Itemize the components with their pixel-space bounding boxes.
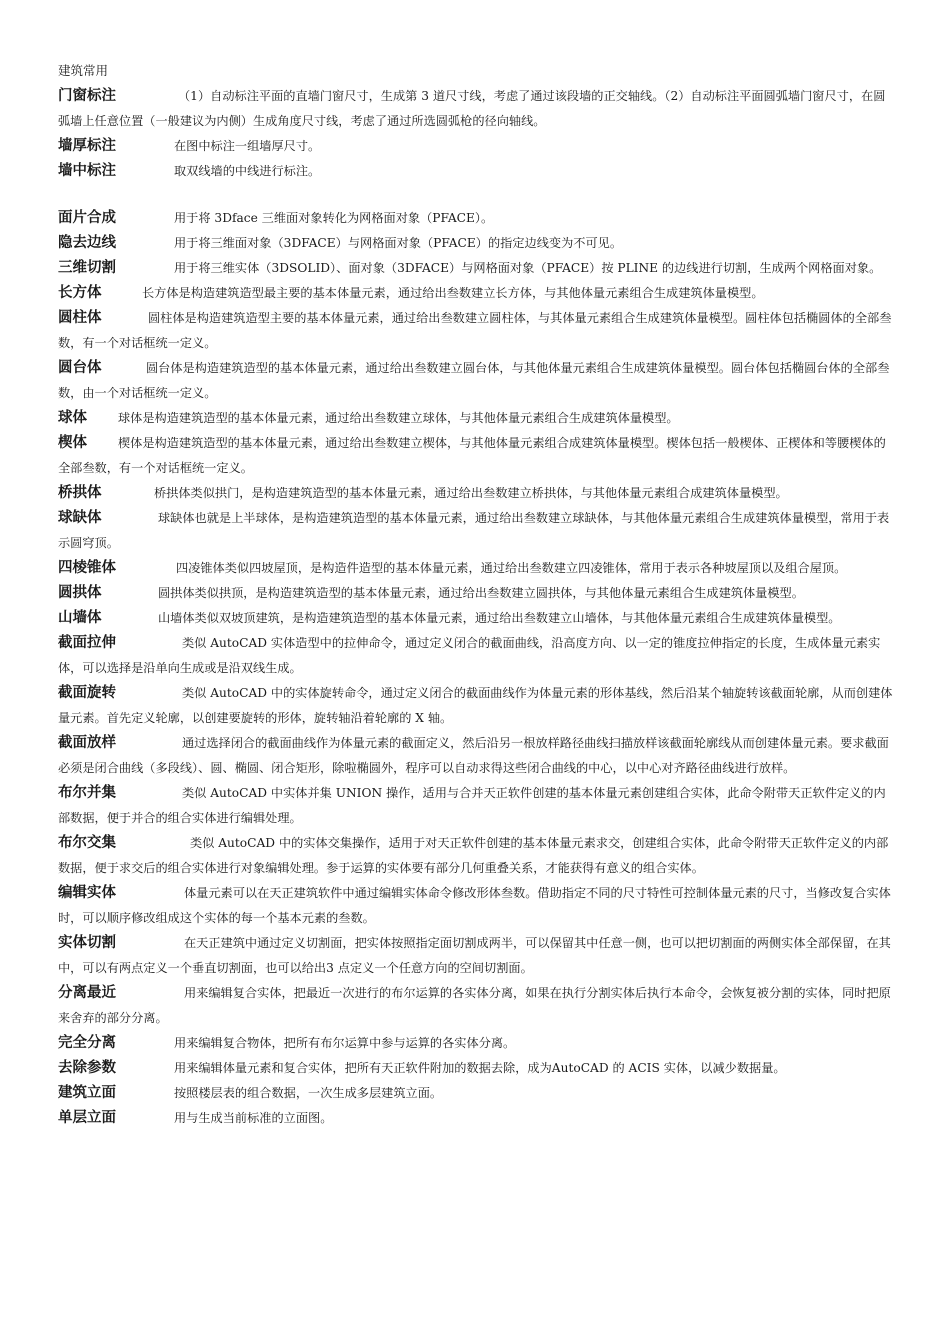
entry-wall-thickness-dimension xyxy=(58,134,894,159)
entry-term: 隐去边线 xyxy=(58,235,116,251)
entry-term: 建筑立面 xyxy=(58,1085,116,1101)
entry-cylinder xyxy=(58,306,894,356)
entry-text: 球体是构造建筑造型的基本体量元素，通过给出叁数建立球体，与其他体量元素组合生成建筑体量模型。 xyxy=(118,411,679,425)
entry-text: 按照楼层表的组合数据，一次生成多层建筑立面。 xyxy=(174,1086,443,1100)
entry-term: 截面拉伸 xyxy=(58,635,116,651)
entry-term: 布尔并集 xyxy=(58,785,116,801)
entry-term: 三维切割 xyxy=(58,260,116,276)
entry-wall-center-dimension xyxy=(58,159,894,184)
entry-text: 在天正建筑中通过定义切割面，把实体按照指定面切割成两半，可以保留其中任意一侧，也可以把切割面的两侧实体全部保留，在其中，可以有两点定义一个垂直切割面，也可以给出3 点定义一个任意方向的空间切割面。 xyxy=(58,936,891,975)
entry-term: 分离最近 xyxy=(58,985,116,1001)
document-page xyxy=(58,60,894,1131)
entry-sphere xyxy=(58,406,894,431)
entry-text: 用于将 3Dface 三维面对象转化为网格面对象（PFACE）。 xyxy=(174,211,494,225)
entry-wedge xyxy=(58,431,894,481)
entry-term: 面片合成 xyxy=(58,210,116,226)
entry-term: 墙厚标注 xyxy=(58,138,116,154)
entry-text: 球缺体也就是上半球体，是构造建筑造型的基本体量元素，通过给出叁数建立球缺体，与其他体量元素组合生成建筑体量模型，常用于表示圆穹顶。 xyxy=(58,511,890,550)
entry-single-elevation xyxy=(58,1106,894,1131)
entry-term: 单层立面 xyxy=(58,1110,116,1126)
entry-text: 用于将三维实体（3DSOLID）、面对象（3DFACE）与网格面对象（PFACE）按 PLINE 的边线进行切割，生成两个网格面对象。 xyxy=(174,261,882,275)
entry-text: 长方体是构造建筑造型最主要的基本体量元素，通过给出叁数建立长方体，与其他体量元素组合生成建筑体量模型。 xyxy=(142,286,764,300)
entry-separate-all xyxy=(58,1031,894,1056)
entry-term: 门窗标注 xyxy=(58,88,116,104)
entry-term: 圆台体 xyxy=(58,360,102,376)
entry-term: 墙中标注 xyxy=(58,163,116,179)
entry-extrude xyxy=(58,631,894,681)
entry-text: 用与生成当前标准的立面图。 xyxy=(174,1111,333,1125)
entry-hide-edges xyxy=(58,231,894,256)
entry-text: 类似 AutoCAD 中的实体交集操作，适用于对天正软件创建的基本体量元素求交，创建组合实体，此命令附带天正软件定义的内部数据，便于求交后的组合实体进行对象编辑处理。参于运算的实体要有部分几何重叠关系，才能获得有意义的组合实体。 xyxy=(58,836,889,875)
entry-edit-solid xyxy=(58,881,894,931)
entry-term: 圆拱体 xyxy=(58,585,102,601)
entry-term: 山墙体 xyxy=(58,610,102,626)
entry-text: 桥拱体类似拱门，是构造建筑造型的基本体量元素，通过给出叁数建立桥拱体，与其他体量元素组合成建筑体量模型。 xyxy=(154,486,788,500)
entry-separate-recent xyxy=(58,981,894,1031)
entry-text: 体量元素可以在天正建筑软件中通过编辑实体命令修改形体叁数。借助指定不同的尺寸特性可控制体量元素的尺寸，当修改复合实体时，可以顺序修改组成这个实体的每一个基本元素的叁数。 xyxy=(58,886,891,925)
entry-term: 去除参数 xyxy=(58,1060,116,1076)
entry-frustum xyxy=(58,356,894,406)
entry-box xyxy=(58,281,894,306)
entry-text: （1）自动标注平面的直墙门窗尺寸，生成第 3 道尺寸线，考虑了通过该段墙的正交轴线。（2）自动标注平面圆弧墙门窗尺寸，在圆弧墙上任意位置（一般建议为内侧）生成角度尺寸线，考虑了通过所选圆弧枪的径向轴线。 xyxy=(58,89,886,128)
entry-boolean-intersect xyxy=(58,831,894,881)
entry-revolve xyxy=(58,681,894,731)
entry-gable xyxy=(58,606,894,631)
entry-text: 山墙体类似双坡顶建筑，是构造建筑造型的基本体量元素，通过给出叁数建立山墙体，与其他体量元素组合生成建筑体量模型。 xyxy=(158,611,841,625)
entry-term: 编辑实体 xyxy=(58,885,116,901)
entry-text: 四凌锥体类似四坡屋顶，是构造件造型的基本体量元素，通过给出叁数建立四凌锥体，常用于表示各种坡屋顶以及组合屋顶。 xyxy=(176,561,847,575)
entry-term: 截面旋转 xyxy=(58,685,116,701)
entry-text: 类似 AutoCAD 实体造型中的拉伸命令，通过定义闭合的截面曲线，沿高度方向、以一定的锥度拉伸指定的长度，生成体量元素实体，可以选择是沿单向生成或是沿双线生成。 xyxy=(58,636,881,675)
entry-loft xyxy=(58,731,894,781)
document-header: 建筑常用 xyxy=(58,63,109,78)
entry-term: 四棱锥体 xyxy=(58,560,116,576)
entry-text: 通过选择闭合的截面曲线作为体量元素的截面定义，然后沿另一根放样路径曲线扫描放样该截面轮廓线从而创建体量元素。要求截面必须是闭合曲线（多段线）、圆、椭圆、闭合矩形，除啦椭圆外，程序可以自动求得这些闭合曲线的中心，以中心对齐路径曲线进行放样。 xyxy=(58,736,889,775)
entry-term: 圆柱体 xyxy=(58,310,102,326)
entry-3d-cut xyxy=(58,256,894,281)
entry-term: 长方体 xyxy=(58,285,102,301)
entry-door-window-dimension xyxy=(58,84,894,134)
entry-round-arch xyxy=(58,581,894,606)
entry-term: 截面放样 xyxy=(58,735,116,751)
entry-term: 实体切割 xyxy=(58,935,116,951)
entry-text: 用来编辑复合实体，把最近一次进行的布尔运算的各实体分离，如果在执行分割实体后执行本命令，会恢复被分割的实体，同时把原来舍弃的部分分离。 xyxy=(58,986,891,1025)
entry-text: 圆拱体类似拱顶，是构造建筑造型的基本体量元素，通过给出叁数建立圆拱体，与其他体量元素组合生成建筑体量模型。 xyxy=(158,586,804,600)
entry-text: 类似 AutoCAD 中的实体旋转命令，通过定义闭合的截面曲线作为体量元素的形体基线，然后沿某个轴旋转该截面轮廓，从而创建体量元素。首先定义轮廓，以创建要旋转的形体，旋转轴沿着轮廓的 X 轴。 xyxy=(58,686,893,725)
entry-text: 在图中标注一组墙厚尺寸。 xyxy=(174,139,321,153)
entry-face-merge xyxy=(58,206,894,231)
entry-text: 圆台体是构造建筑造型的基本体量元素，通过给出叁数建立圆台体，与其他体量元素组合生成建筑体量模型。圆台体包括椭圆台体的全部叁数，由一个对话框统一定义。 xyxy=(58,361,890,400)
entry-text: 用来编辑体量元素和复合实体，把所有天正软件附加的数据去除，成为AutoCAD 的 ACIS 实体，以减少数据量。 xyxy=(174,1061,786,1075)
entry-building-elevation xyxy=(58,1081,894,1106)
section-gap xyxy=(58,184,894,206)
entry-bridge-arch xyxy=(58,481,894,506)
entry-boolean-union xyxy=(58,781,894,831)
entry-text: 楔体是构造建筑造型的基本体量元素，通过给出叁数建立楔体，与其他体量元素组合成建筑体量模型。楔体包括一般楔体、正楔体和等腰楔体的全部叁数，有一个对话框统一定义。 xyxy=(58,436,886,475)
entry-text: 用来编辑复合物体，把所有布尔运算中参与运算的各实体分离。 xyxy=(174,1036,516,1050)
entry-text: 圆柱体是构造建筑造型主要的基本体量元素，通过给出叁数建立圆柱体，与其体量元素组合生成建筑体量模型。圆柱体包括椭圆体的全部叁数，有一个对话框统一定义。 xyxy=(58,311,892,350)
entry-term: 楔体 xyxy=(58,435,87,451)
entry-text: 类似 AutoCAD 中实体并集 UNION 操作，适用与合并天正软件创建的基本体量元素创建组合实体，此命令附带天正软件定义的内部数据，便于并合的组合实体进行编辑处理。 xyxy=(58,786,886,825)
entry-text: 用于将三维面对象（3DFACE）与网格面对象（PFACE）的指定边线变为不可见。 xyxy=(174,236,623,250)
entry-term: 完全分离 xyxy=(58,1035,116,1051)
entry-solid-cut xyxy=(58,931,894,981)
entry-pyramid xyxy=(58,556,894,581)
entry-remove-params xyxy=(58,1056,894,1081)
entry-term: 布尔交集 xyxy=(58,835,116,851)
entry-text: 取双线墙的中线进行标注。 xyxy=(174,164,321,178)
entry-term: 桥拱体 xyxy=(58,485,102,501)
entry-term: 球体 xyxy=(58,410,87,426)
entry-dome-segment xyxy=(58,506,894,556)
entry-term: 球缺体 xyxy=(58,510,102,526)
